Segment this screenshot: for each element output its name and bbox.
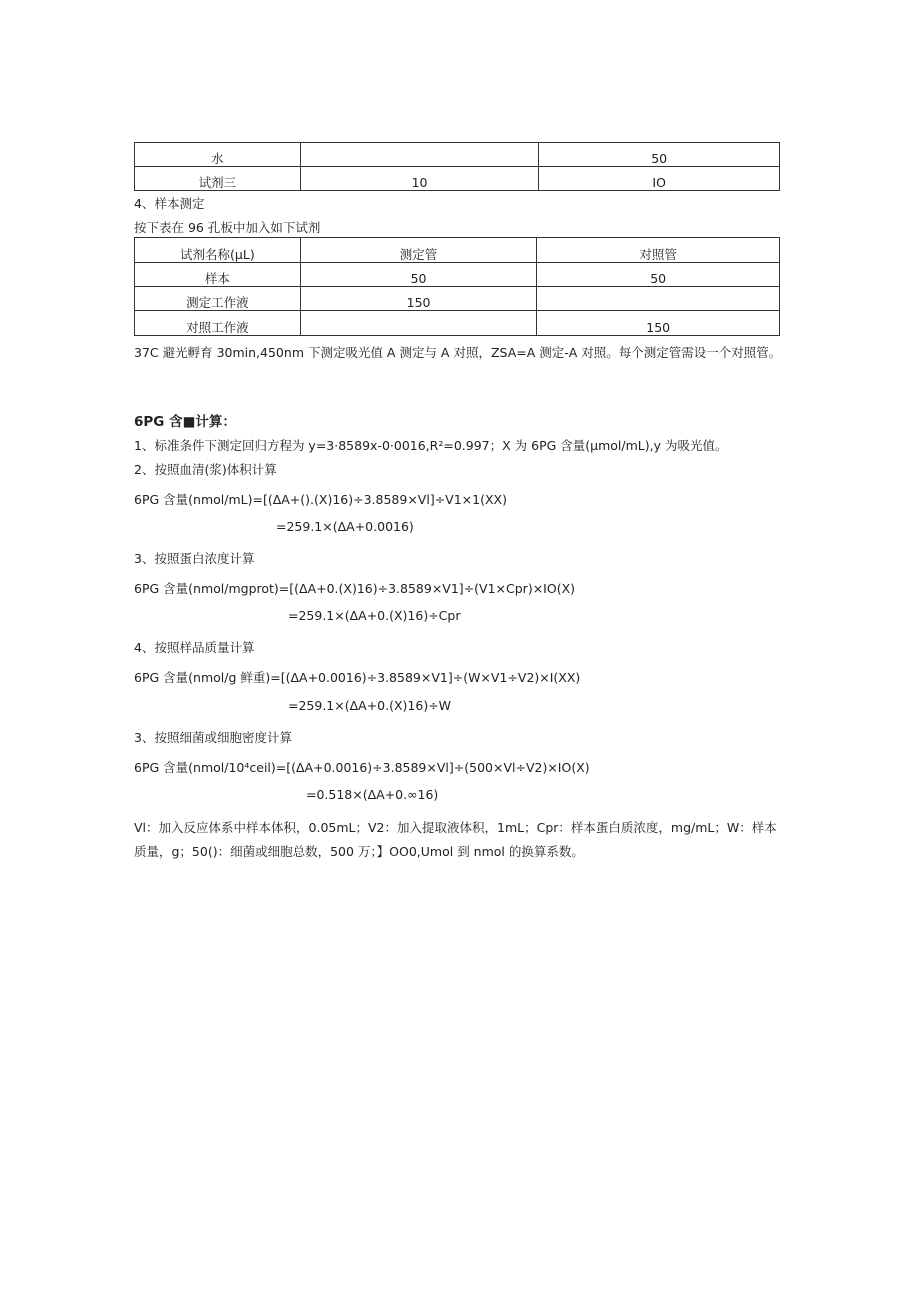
table-header-cell: 测定管: [300, 238, 537, 263]
table-cell: IO: [539, 167, 780, 191]
table-row: [135, 143, 780, 167]
formula-serum: 6PG 含量(nmol/mL)=[(ΔA+().(X)16)÷3.8589×Vl]÷V1×1(XX): [134, 492, 507, 507]
section-4-intro: 按下表在 96 孔板中加入如下试剂: [134, 220, 321, 235]
table-cell: 对照工作液: [135, 311, 301, 336]
table-header-cell: 试剂名称(μL): [135, 238, 301, 263]
table-row: [135, 287, 780, 311]
table-cell: 50: [300, 263, 537, 287]
reagent-table-1: [134, 142, 780, 191]
table-cell: [537, 287, 780, 311]
table-cell: 样本: [135, 263, 301, 287]
table-cell: 测定工作液: [135, 287, 301, 311]
table-row: [135, 263, 780, 287]
table-header-cell: 对照管: [537, 238, 780, 263]
table-cell: 50: [539, 143, 780, 167]
table-cell: 10: [300, 167, 539, 191]
table-row: [135, 311, 780, 336]
formula-serum-result: =259.1×(ΔA+0.0016): [276, 519, 414, 534]
calc-heading-protein: 3、按照蛋白浓度计算: [134, 551, 255, 566]
calc-heading-mass: 4、按照样品质量计算: [134, 640, 255, 655]
table-cell: 水: [135, 143, 301, 167]
formula-protein: 6PG 含量(nmol/mgprot)=[(ΔA+0.(X)16)÷3.8589×V1]÷(V1×Cpr)×IO(X): [134, 581, 576, 596]
formula-mass: 6PG 含量(nmol∕g 鲜重)=[(ΔA+0.0016)÷3.8589×V1]÷(W×V1÷V2)×I(XX): [134, 670, 581, 685]
section-4-title: 4、样本测定: [134, 196, 205, 211]
formula-mass-result: =259.1×(ΔA+0.(X)16)÷W: [288, 698, 452, 713]
reagent-table-2: [134, 237, 780, 336]
table-row: [135, 167, 780, 191]
calc-heading-cell: 3、按照细菌或细胞密度计算: [134, 730, 292, 745]
table-cell: [300, 143, 539, 167]
incubation-note: 37C 避光孵育 30min,450nm 下测定吸光值 A 测定与 A 对照，ZSA=A 测定-A 对照。每个测定管需设一个对照管。: [134, 345, 782, 360]
table-header-row: [135, 238, 780, 263]
formula-cell: 6PG 含量(nmol∕10⁴ceil)=[(ΔA+0.0016)÷3.8589×Vl]÷(500×Vl÷V2)×IO(X): [134, 760, 590, 775]
calc-heading-serum: 2、按照血清(浆)体积计算: [134, 462, 277, 477]
formula-cell-result: =0.518×(ΔA+0.∞16): [306, 787, 439, 802]
table-cell: 150: [537, 311, 780, 336]
table-cell: 150: [300, 287, 537, 311]
formula-protein-result: =259.1×(ΔA+0.(X)16)÷Cpr: [288, 608, 461, 623]
variable-footnote: Vl：加入反应体系中样本体积，0.05mL；V2：加入提取液体积，1mL；Cpr：样本蛋白质浓度，mg/mL；W：样本质量，g；50()：细菌或细胞总数，500 万；】OO0,Umol 到 nmol 的换算系数。: [134, 820, 777, 859]
table-cell: 50: [537, 263, 780, 287]
calc-line-regression: 1、标准条件下测定回归方程为 y=3·8589x-0·0016,R²=0.997；X 为 6PG 含量(μmol∕mL),y 为吸光值。: [134, 438, 728, 453]
calculation-title: 6PG 含■计算：: [134, 414, 236, 430]
table-cell: 试剂三: [135, 167, 301, 191]
table-cell: [300, 311, 537, 336]
